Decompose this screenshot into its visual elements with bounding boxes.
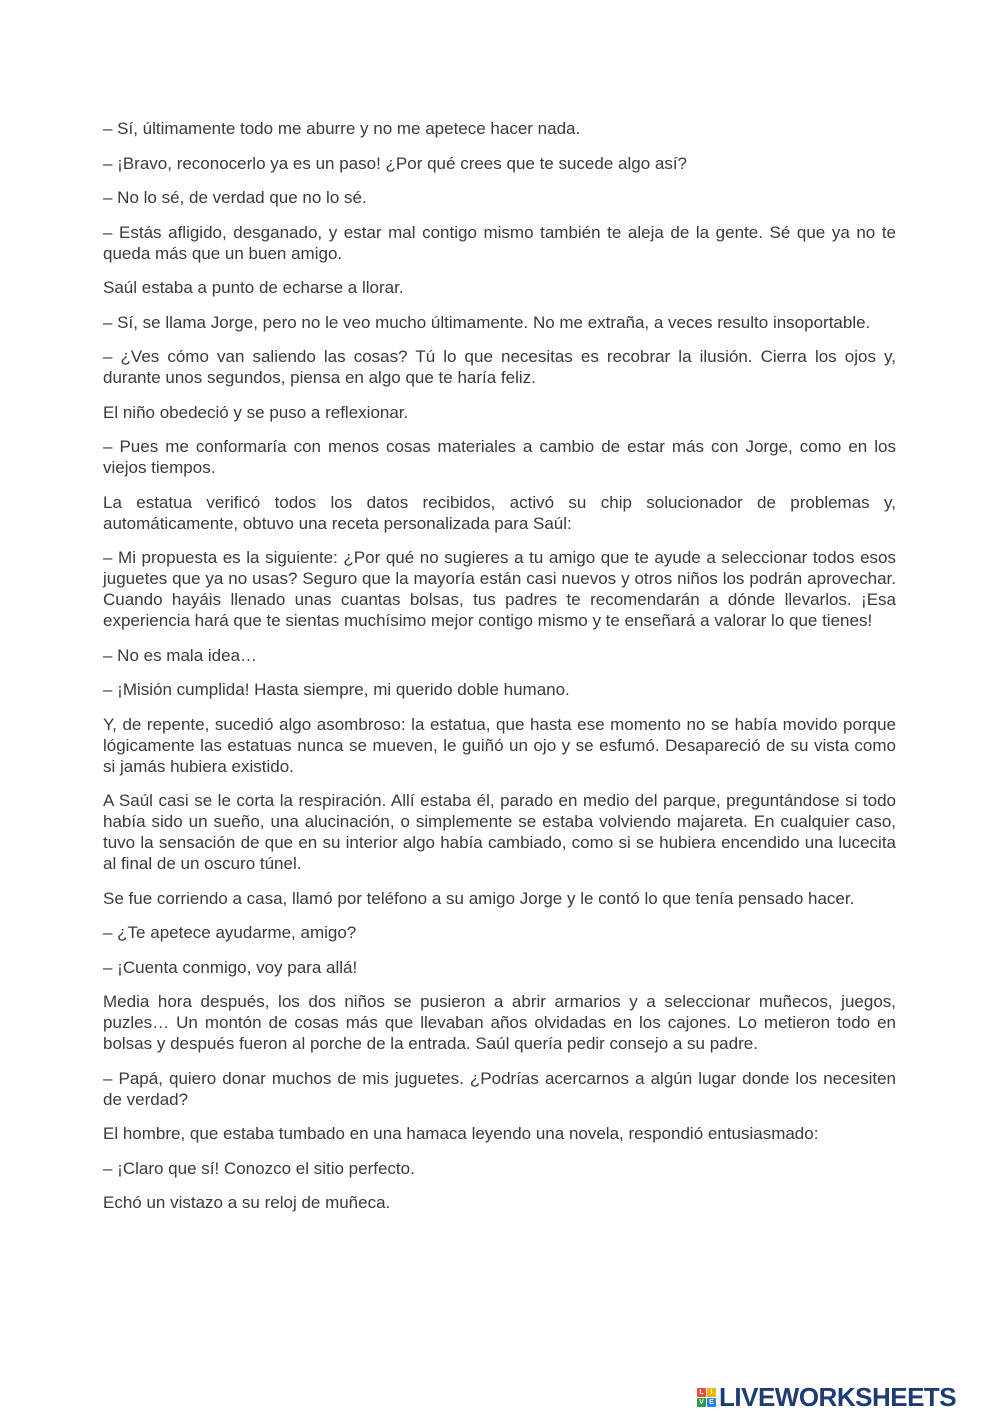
paragraph: – ¡Bravo, reconocerlo ya es un paso! ¿Por qué crees que te sucede algo así? xyxy=(103,153,688,173)
logo-tile: I xyxy=(707,1388,716,1397)
logo-tile: E xyxy=(707,1398,716,1407)
liveworksheets-logo-icon xyxy=(697,1388,716,1407)
paragraph: Y, de repente, sucedió algo asombroso: la estatua, que hasta ese momento no se había movido porque lógicamente las estatuas nunca se mueven, le guiñó un ojo y se esfumó. Desapareció de su vista como si jamás hubiera existido. xyxy=(103,714,896,776)
paragraph: – Sí, últimamente todo me aburre y no me apetece hacer nada. xyxy=(103,119,581,138)
paragraph: – Mi propuesta es la siguiente: ¿Por qué no sugieres a tu amigo que te ayude a seleccionar todos esos juguetes que ya no usas? Seguro que la mayoría están casi nuevos y otros niños los podrán aprovechar. Cuando hayáis llenado unas cuantas bolsas, tus padres te recomendarán a dónde llevarlos. ¡Esa experiencia hará que te sientas muchísimo mejor contigo mismo y te enseñará a valorar lo que tienes! xyxy=(103,548,896,630)
paragraph: Media hora después, los dos niños se pusieron a abrir armarios y a seleccionar muñecos, juegos, puzles… Un montón de cosas más que llevaban años olvidadas en los cajones. Lo metieron todo en bolsas y después fueron al porche de la entrada. Saúl quería pedir consejo a su padre. xyxy=(103,992,896,1053)
paragraph: – Pues me conformaría con menos cosas materiales a cambio de estar más con Jorge, como en los viejos tiempos. xyxy=(103,437,896,477)
paragraph: El hombre, que estaba tumbado en una hamaca leyendo una novela, respondió entusiasmado: xyxy=(103,1124,819,1143)
paragraph: – ¿Te apetece ayudarme, amigo? xyxy=(103,923,357,942)
paragraph: – Papá, quiero donar muchos de mis juguetes. ¿Podrías acercarnos a algún lugar donde los necesiten de verdad? xyxy=(103,1068,896,1109)
paragraph: La estatua verificó todos los datos recibidos, activó su chip solucionador de problemas y, automáticamente, obtuvo una receta personalizada para Saúl: xyxy=(103,492,896,533)
paragraph: – Sí, se llama Jorge, pero no le veo mucho últimamente. No me extraña, a veces resulto insoportable. xyxy=(103,312,871,332)
brand-name: LIVEWORKSHEETS xyxy=(719,1381,957,1412)
paragraph: – Estás afligido, desganado, y estar mal contigo mismo también te aleja de la gente. Sé que ya no te queda más que un buen amigo. xyxy=(103,222,896,263)
paragraph: Echó un vistazo a su reloj de muñeca. xyxy=(103,1193,391,1212)
paragraph: – No lo sé, de verdad que no lo sé. xyxy=(103,188,367,207)
liveworksheets-brand xyxy=(697,1382,956,1412)
paragraph: – ¡Cuenta conmigo, voy para allá! xyxy=(103,957,358,977)
paragraph: – No es mala idea… xyxy=(103,645,258,665)
paragraph: – ¡Misión cumplida! Hasta siempre, mi querido doble humano. xyxy=(103,680,570,699)
logo-tile: V xyxy=(697,1398,706,1407)
paragraph: A Saúl casi se le corta la respiración. Allí estaba él, parado en medio del parque, preguntándose si todo había sido un sueño, una alucinación, o simplemente se estaba volviendo majareta. En cualquier caso, tuvo la sensación de que en su interior algo había cambiado, como si se hubiera encendido una lucecita al final de un oscuro túnel. xyxy=(103,791,896,873)
document-body xyxy=(103,118,896,1227)
paragraph: El niño obedeció y se puso a reflexionar. xyxy=(103,402,409,422)
paragraph: Se fue corriendo a casa, llamó por teléfono a su amigo Jorge y le contó lo que tenía pensado hacer. xyxy=(103,888,855,908)
paragraph: Saúl estaba a punto de echarse a llorar. xyxy=(103,278,404,297)
paragraph: – ¿Ves cómo van saliendo las cosas? Tú lo que necesitas es recobrar la ilusión. Cierra los ojos y, durante unos segundos, piensa en algo que te haría feliz. xyxy=(103,347,896,387)
paragraph: – ¡Claro que sí! Conozco el sitio perfecto. xyxy=(103,1158,415,1178)
logo-tile: L xyxy=(697,1388,706,1397)
